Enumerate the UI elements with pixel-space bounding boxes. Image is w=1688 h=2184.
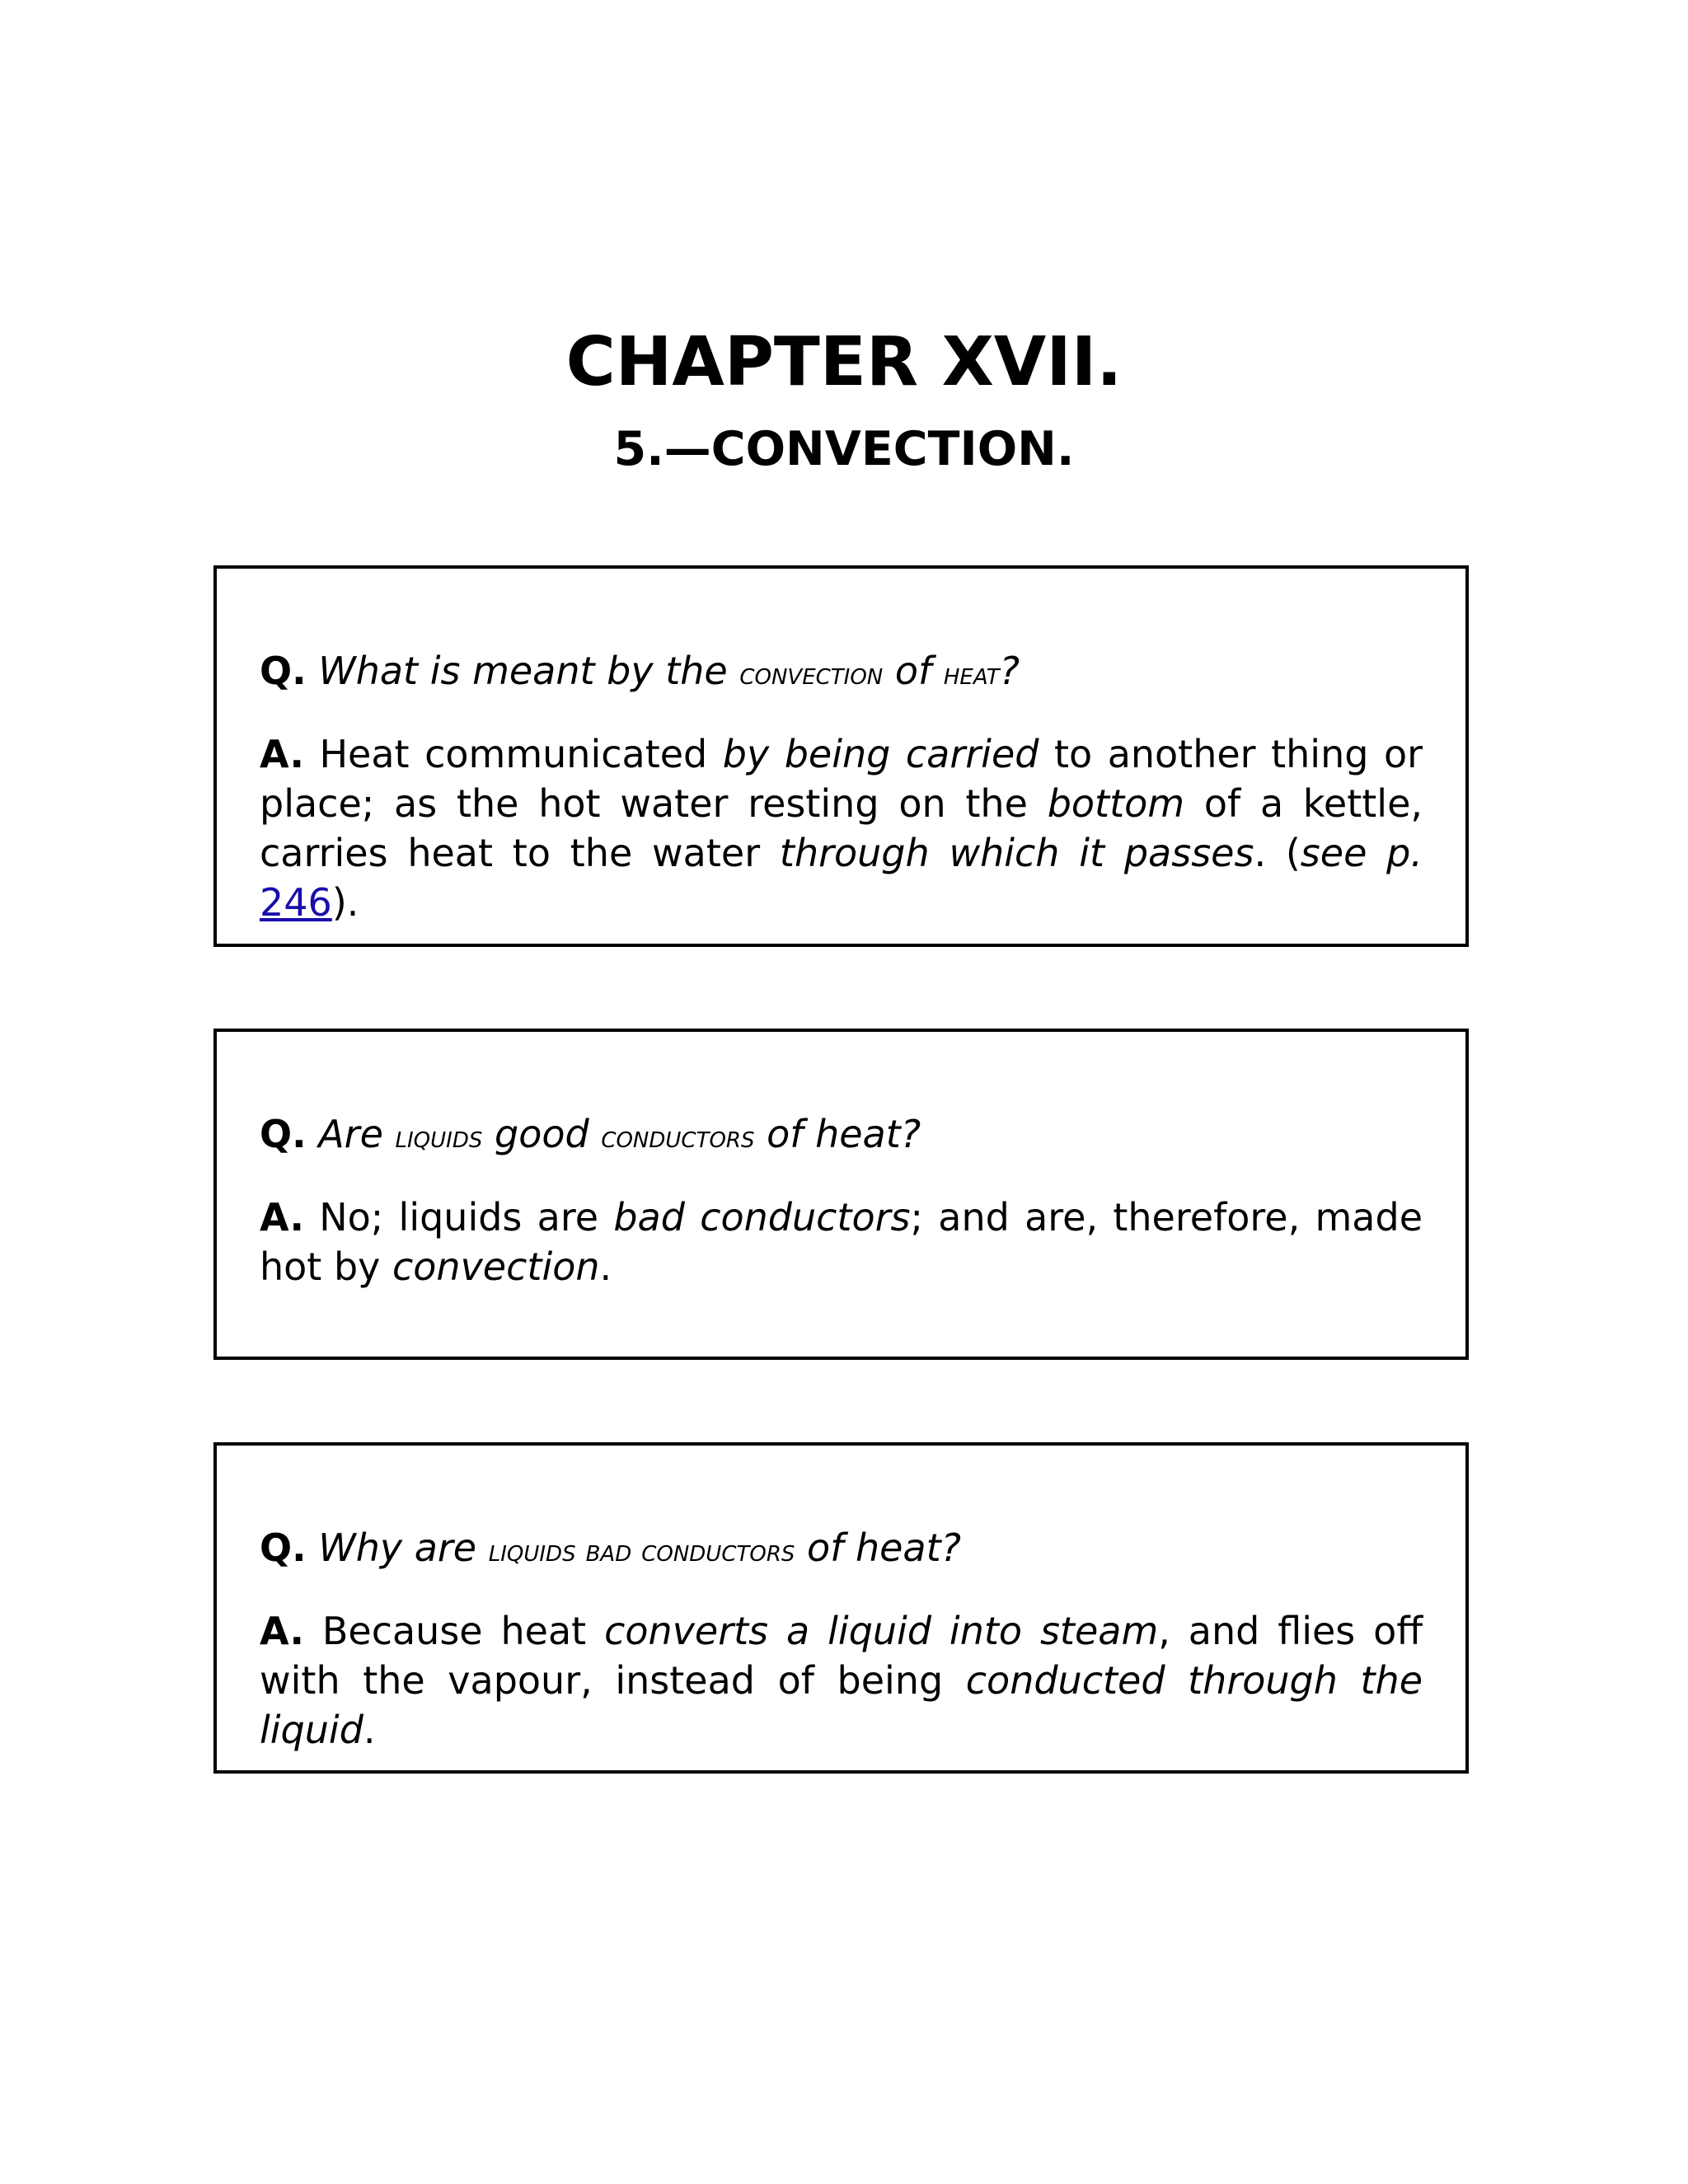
question (260, 1523, 1423, 1575)
question-label: Q. (260, 649, 307, 693)
page-reference-link[interactable]: 246 (260, 880, 332, 925)
qa-box-liquids-conductors (213, 1029, 1469, 1360)
question-label: Q. (260, 1112, 307, 1156)
answer-label: A. (260, 1195, 304, 1240)
question-label: Q. (260, 1526, 307, 1570)
question-text: What is meant by the convection of heat? (318, 649, 1020, 693)
qa-box-convection-meaning (213, 565, 1469, 947)
qa-box-why-bad-conductors (213, 1442, 1469, 1774)
chapter-title: CHAPTER XVII. (565, 323, 1123, 401)
answer: A. Heat communicated by being carried to another thing or place; as the hot water resting on the bottom of a kettle, carries heat to the water through which it passes. (see p. 246). (260, 732, 1423, 925)
answer: A. Because heat converts a liquid into steam, and flies off with the vapour, instead of being conducted through the liquid. (260, 1609, 1423, 1752)
answer: A. No; liquids are bad conductors; and are, therefore, made hot by convection. (260, 1195, 1423, 1289)
question (260, 646, 1423, 698)
question (260, 1109, 1423, 1161)
question-text: Why are liquids bad conductors of heat? (318, 1526, 962, 1570)
question-text: Are liquids good conductors of heat? (318, 1112, 921, 1156)
answer-label: A. (260, 732, 304, 776)
section-title: 5.—CONVECTION. (613, 422, 1075, 476)
answer-label: A. (260, 1609, 304, 1653)
